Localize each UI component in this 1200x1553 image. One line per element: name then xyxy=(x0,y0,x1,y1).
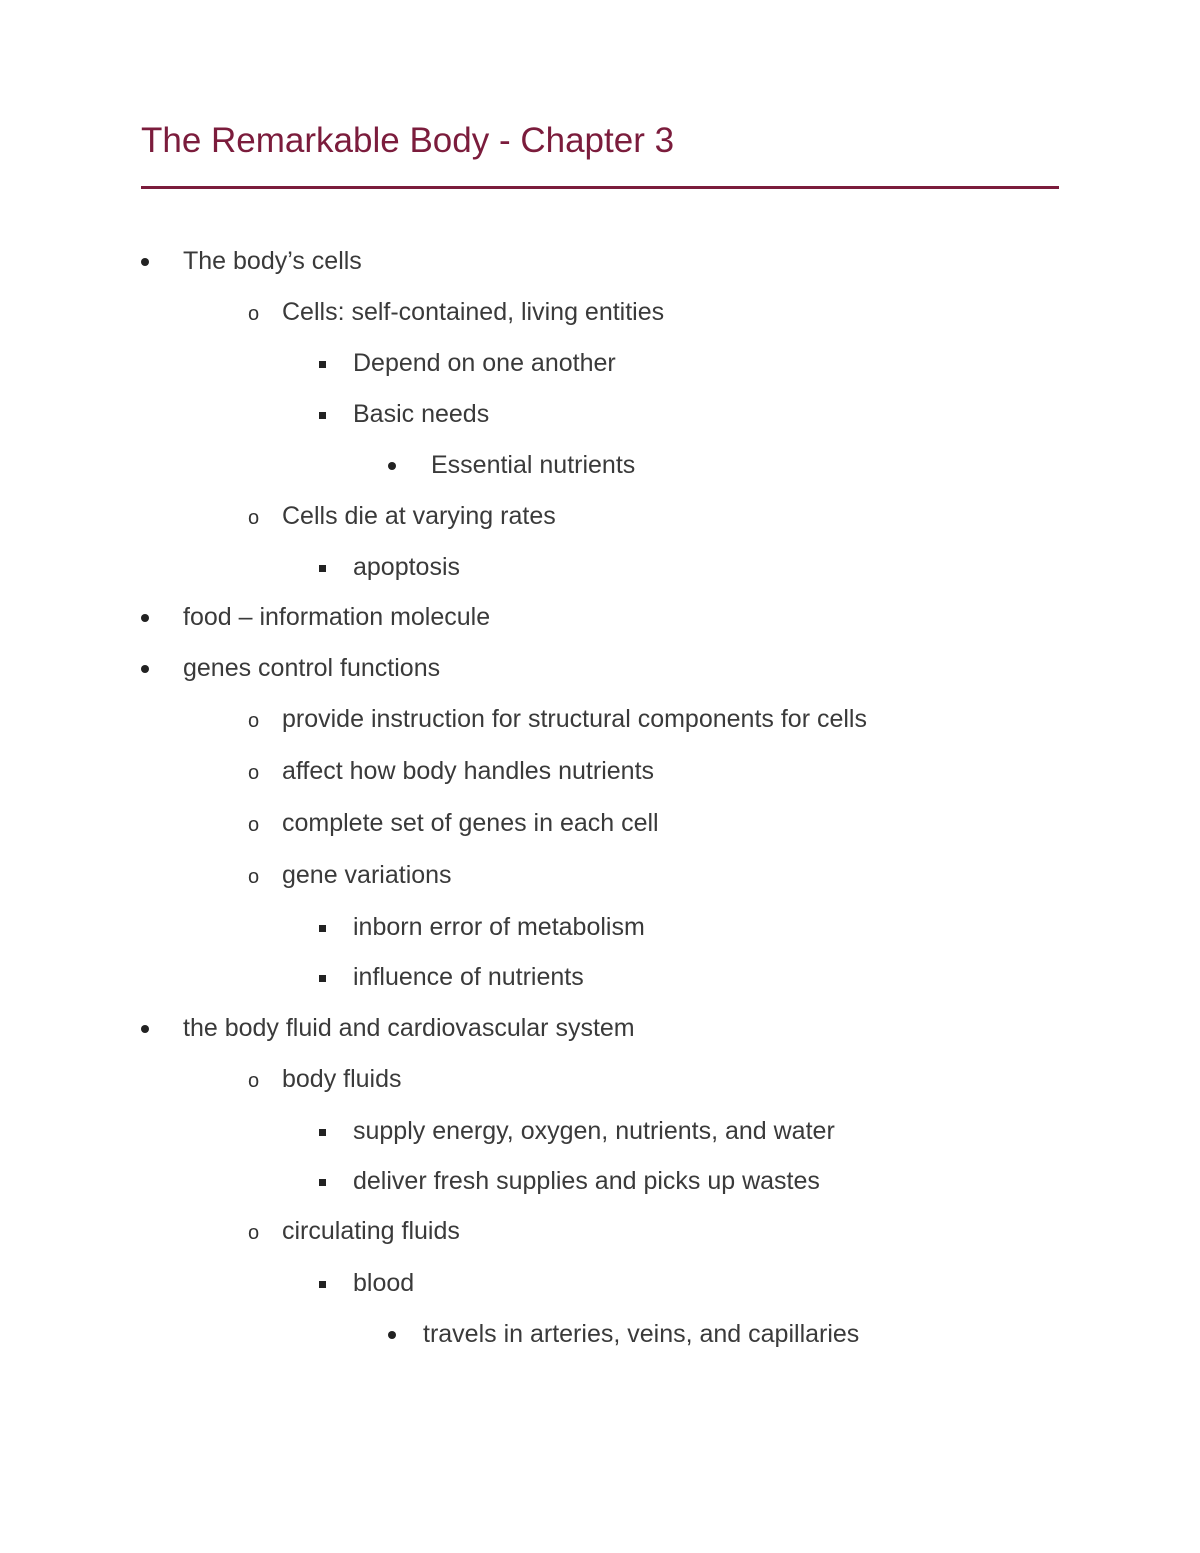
outline-item-text: Essential nutrients xyxy=(431,451,636,479)
outline-item-level-1 xyxy=(0,651,1200,685)
outline-item-text: Basic needs xyxy=(353,400,490,428)
bullet-dot-icon xyxy=(141,600,149,634)
bullet-circle-icon: o xyxy=(248,303,260,325)
outline-item-text: Cells die at varying rates xyxy=(282,502,556,530)
outline-item-text: gene variations xyxy=(282,861,452,889)
bullet-square-icon xyxy=(319,1164,326,1198)
bullet-square-icon xyxy=(319,1266,326,1300)
outline-item-text: genes control functions xyxy=(183,654,441,682)
bullet-square-icon xyxy=(319,960,326,994)
outline-item-level-3 xyxy=(0,910,1200,944)
outline-item-text: influence of nutrients xyxy=(353,963,584,991)
outline-item-text: apoptosis xyxy=(353,553,461,581)
outline-item-level-2 xyxy=(0,754,1200,788)
bullet-circle-icon: o xyxy=(248,814,260,836)
bullet-circle-icon: o xyxy=(248,1070,260,1092)
outline-item-level-4 xyxy=(0,448,1200,482)
outline-item-text: food – information molecule xyxy=(183,603,491,631)
outline-item-level-3 xyxy=(0,960,1200,994)
outline-item-text: complete set of genes in each cell xyxy=(282,809,659,837)
outline-item-level-3 xyxy=(0,1114,1200,1148)
outline-item-level-3 xyxy=(0,550,1200,584)
outline-item-text: The body’s cells xyxy=(183,247,362,275)
outline-item-text: provide instruction for structural components for cells xyxy=(282,705,867,733)
outline-item-level-2 xyxy=(0,1214,1200,1248)
outline-item-level-2 xyxy=(0,499,1200,533)
bullet-square-icon xyxy=(319,550,326,584)
outline-item-level-3 xyxy=(0,1164,1200,1198)
outline-item-level-2 xyxy=(0,295,1200,329)
bullet-circle-icon: o xyxy=(248,1222,260,1244)
outline-item-text: supply energy, oxygen, nutrients, and water xyxy=(353,1117,835,1145)
outline-item-text: inborn error of metabolism xyxy=(353,913,645,941)
outline-item-level-3 xyxy=(0,346,1200,380)
bullet-circle-icon: o xyxy=(248,507,260,529)
bullet-dot-icon xyxy=(141,1011,149,1045)
outline-item-level-3 xyxy=(0,397,1200,431)
outline-item-text: blood xyxy=(353,1269,415,1297)
outline-item-text: body fluids xyxy=(282,1065,402,1093)
outline-item-level-2 xyxy=(0,702,1200,736)
bullet-dot-icon xyxy=(141,244,149,278)
outline-item-level-1 xyxy=(0,600,1200,634)
outline-item-text: deliver fresh supplies and picks up wastes xyxy=(353,1167,820,1195)
bullet-square-icon xyxy=(319,910,326,944)
outline-item-level-2 xyxy=(0,806,1200,840)
outline-item-text: circulating fluids xyxy=(282,1217,460,1245)
outline-item-text: Depend on one another xyxy=(353,349,616,377)
title-underline xyxy=(141,186,1059,189)
bullet-dot-icon xyxy=(141,651,149,685)
bullet-dot-icon xyxy=(388,1317,396,1351)
bullet-square-icon xyxy=(319,397,326,431)
outline-item-level-1 xyxy=(0,1011,1200,1045)
bullet-dot-icon xyxy=(388,448,396,482)
outline-item-level-1 xyxy=(0,244,1200,278)
outline-item-level-3 xyxy=(0,1266,1200,1300)
document-title: The Remarkable Body - Chapter 3 xyxy=(141,121,675,160)
outline-item-text: affect how body handles nutrients xyxy=(282,757,655,785)
outline-item-text: the body fluid and cardiovascular system xyxy=(183,1014,635,1042)
outline-item-level-2 xyxy=(0,858,1200,892)
bullet-circle-icon: o xyxy=(248,866,260,888)
bullet-square-icon xyxy=(319,1114,326,1148)
bullet-square-icon xyxy=(319,346,326,380)
outline-item-level-2 xyxy=(0,1062,1200,1096)
outline-item-text: travels in arteries, veins, and capillaries xyxy=(423,1320,860,1348)
outline-item-level-4 xyxy=(0,1317,1200,1351)
bullet-circle-icon: o xyxy=(248,762,260,784)
bullet-circle-icon: o xyxy=(248,710,260,732)
outline-item-text: Cells: self-contained, living entities xyxy=(282,298,665,326)
